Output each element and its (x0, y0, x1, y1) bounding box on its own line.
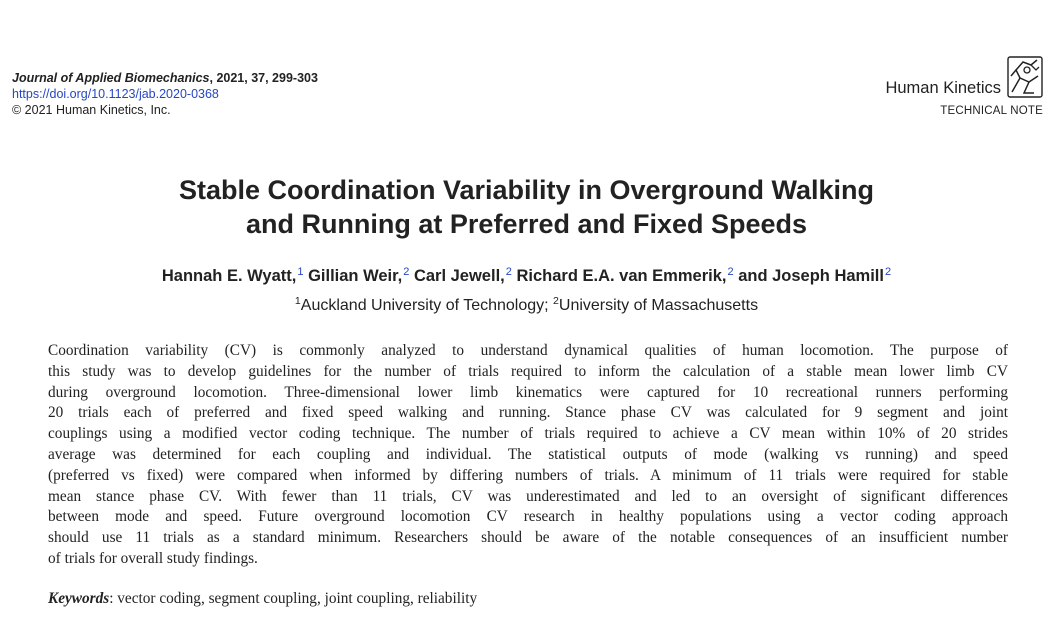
abstract-line: (preferred vs fixed) were compared when informed by differing numbers of trials. A minimum of 11 trials were required for stable (48, 466, 1008, 484)
paper-title (0, 173, 1053, 241)
affiliation-name: Auckland University of Technology; (300, 297, 554, 314)
journal-info (12, 70, 318, 118)
keywords (48, 590, 477, 608)
publisher-block (843, 52, 1043, 122)
author-affiliation-marker[interactable]: 2 (505, 266, 512, 278)
abstract-line: should use 11 trials as a standard minimum. Researchers should be aware of the notable consequences of an insufficient number (48, 529, 1008, 547)
affiliation-list (0, 295, 1053, 315)
abstract-line: Coordination variability (CV) is commonly analyzed to understand dynamical qualities of human locomotion. The purpose of (48, 342, 1008, 359)
abstract (48, 341, 1008, 570)
title-line-2: and Running at Preferred and Fixed Speeds (245, 209, 808, 239)
author-affiliation-marker[interactable]: 2 (727, 266, 734, 278)
abstract-line: 20 trials each of preferred and fixed speed walking and running. Stance phase CV was calculated for 9 segment and joint (48, 404, 1008, 422)
affiliation-number: 2 (553, 295, 559, 307)
abstract-line: couplings using a modified vector coding technique. The number of trials required to achieve a CV mean within 10% of 20 strides (48, 425, 1008, 443)
author-name: Gillian Weir, (308, 267, 403, 285)
abstract-line: between mode and speed. Future overground locomotion CV research in healthy populations using a vector coding approach (48, 508, 1008, 526)
keywords-separator: : (109, 590, 118, 607)
author-affiliation-marker[interactable]: 2 (403, 266, 410, 278)
author-name: Hannah E. Wyatt, (161, 267, 297, 285)
author-name: Richard E.A. van Emmerik, (516, 267, 727, 285)
author-name: and Joseph Hamill (738, 267, 884, 285)
abstract-line: during overground locomotion. Three-dimensional lower limb kinematics were captured for 10 recreational runners performing (48, 383, 1008, 401)
affiliation-name: University of Massachusetts (558, 297, 759, 314)
abstract-line: average was determined for each coupling and individual. The statistical outputs of mode (walking vs running) and speed (48, 445, 1008, 463)
author-name: Carl Jewell, (413, 267, 505, 285)
human-kinetics-logo-icon (1007, 56, 1043, 98)
journal-name: Journal of Applied Biomechanics (12, 71, 210, 85)
doi-link[interactable]: https://doi.org/10.1123/jab.2020-0368 (12, 87, 219, 101)
abstract-line: of trials for overall study findings. (48, 549, 258, 567)
abstract-line: mean stance phase CV. With fewer than 11 trials, CV was underestimated and led to an oversight of significant differences (48, 487, 1008, 505)
publisher-name: Human Kinetics (885, 79, 1001, 97)
author-affiliation-marker[interactable]: 1 (297, 266, 304, 278)
copyright-notice: © 2021 Human Kinetics, Inc. (12, 103, 171, 117)
title-line-1: Stable Coordination Variability in Overground Walking (178, 175, 875, 205)
author-affiliation-marker[interactable]: 2 (884, 266, 892, 278)
author-list (0, 266, 1053, 286)
abstract-line: this study was to develop guidelines for the number of trials required to inform the calculation of a stable mean lower limb CV (48, 362, 1008, 380)
affiliation-number: 1 (294, 295, 301, 307)
journal-citation (12, 70, 318, 86)
keywords-label: Keywords (48, 590, 110, 607)
article-type-label: TECHNICAL NOTE (940, 105, 1043, 117)
keywords-text: vector coding, segment coupling, joint coupling, reliability (117, 590, 478, 607)
journal-volume-pages: , 2021, 37, 299-303 (209, 71, 318, 85)
